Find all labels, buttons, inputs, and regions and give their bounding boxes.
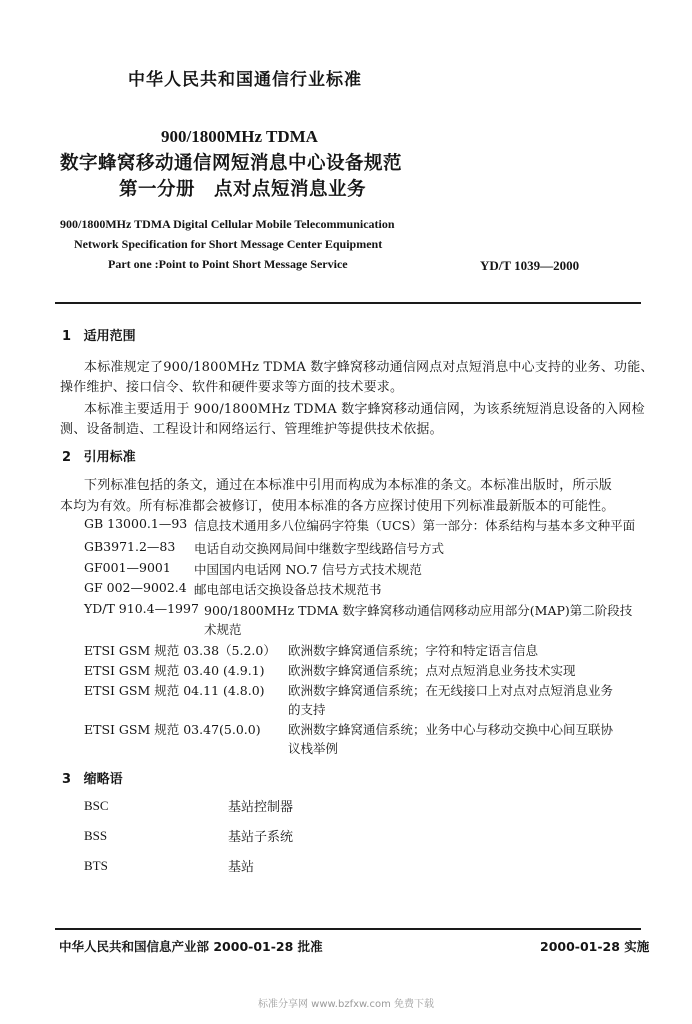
- reference-title: 议栈举例: [288, 741, 339, 756]
- abbreviation-meaning: 基站: [228, 860, 255, 875]
- title-en-line2: Network Specification for Short Message Center Equipment: [74, 237, 383, 251]
- reference-title: 欧洲数字蜂窝通信系统；业务中心与移动交换中心间互联协: [288, 722, 614, 737]
- abbreviation-term: BTS: [84, 858, 108, 873]
- body-text: 本标准主要适用于 900/1800MHz TDMA 数字蜂窝移动通信网，为该系统短消息设备的入网检: [84, 402, 645, 417]
- reference-code: GF 002—9002.4: [84, 580, 187, 595]
- abbreviation-term: BSS: [84, 828, 108, 843]
- reference-code: ETSI GSM 规范 03.38（5.2.0）: [84, 643, 276, 658]
- section-heading: 3 缩略语: [62, 772, 123, 787]
- reference-title: 电话自动交换网局间中继数字型线路信号方式: [194, 541, 445, 556]
- body-text: 测、设备制造、工程设计和网络运行、管理维护等提供技术依据。: [60, 422, 443, 437]
- category-title: 中华人民共和国通信行业标准: [128, 70, 362, 90]
- abbreviation-meaning: 基站控制器: [228, 800, 294, 815]
- reference-code: GB 13000.1—93: [84, 516, 188, 531]
- body-text: 本标准规定了900/1800MHz TDMA 数字蜂窝移动通信网点对点短消息中心支持的业务、功能、: [84, 360, 654, 375]
- effective-date: 2000-01-28 实施: [540, 939, 650, 954]
- reference-title: 术规范: [204, 622, 242, 637]
- reference-title: 欧洲数字蜂窝通信系统；在无线接口上对点对点短消息业务: [288, 683, 614, 698]
- reference-code: YD/T 910.4—1997: [84, 601, 199, 616]
- reference-title: 900/1800MHz TDMA 数字蜂窝移动通信网移动应用部分(MAP)第二阶段技: [204, 603, 633, 618]
- body-text: 本均为有效。所有标准都会被修订，使用本标准的各方应探讨使用下列标准最新版本的可能性。: [60, 499, 615, 514]
- title-zh-line2: 第一分册 点对点短消息业务: [119, 179, 366, 200]
- reference-title: 欧洲数字蜂窝通信系统；字符和特定语言信息: [288, 643, 539, 658]
- title-zh-line1: 数字蜂窝移动通信网短消息中心设备规范: [60, 153, 403, 174]
- reference-title: 的支持: [288, 702, 326, 717]
- body-text: 操作维护、接口信令、软件和硬件要求等方面的技术要求。: [60, 380, 404, 395]
- reference-code: GF001—9001: [84, 560, 171, 575]
- reference-title: 中国国内电话网 NO.7 信号方式技术规范: [194, 562, 422, 577]
- body-text: 下列标准包括的条文，通过在本标准中引用而构成为本标准的条文。本标准出版时，所示版: [84, 478, 613, 493]
- reference-title: 欧洲数字蜂窝通信系统；点对点短消息业务技术实现: [288, 663, 576, 678]
- section-heading: 1 适用范围: [62, 329, 136, 344]
- section-heading: 2 引用标准: [62, 450, 136, 465]
- standard-number: YD/T 1039—2000: [480, 258, 580, 273]
- abbreviation-term: BSC: [84, 798, 109, 813]
- reference-title: 邮电部电话交换设备总技术规范书: [194, 582, 382, 597]
- title-en-top: 900/1800MHz TDMA: [161, 127, 318, 146]
- reference-code: ETSI GSM 规范 03.40 (4.9.1): [84, 663, 265, 678]
- issuer-approval: 中华人民共和国信息产业部 2000-01-28 批准: [59, 939, 323, 954]
- header-divider: [55, 302, 641, 304]
- reference-code: ETSI GSM 规范 04.11 (4.8.0): [84, 683, 265, 698]
- title-en-line3: Part one :Point to Point Short Message Service: [108, 257, 348, 271]
- reference-code: ETSI GSM 规范 03.47(5.0.0): [84, 722, 261, 737]
- abbreviation-meaning: 基站子系统: [228, 830, 294, 845]
- reference-title: 信息技术通用多八位编码字符集（UCS）第一部分：体系结构与基本多文种平面: [194, 518, 636, 533]
- title-en-line1: 900/1800MHz TDMA Digital Cellular Mobile Telecommunication: [60, 217, 395, 231]
- footer-divider: [55, 928, 641, 930]
- watermark-text: 标准分享网 www.bzfxw.com 免费下载: [258, 999, 434, 1010]
- reference-code: GB3971.2—83: [84, 539, 176, 554]
